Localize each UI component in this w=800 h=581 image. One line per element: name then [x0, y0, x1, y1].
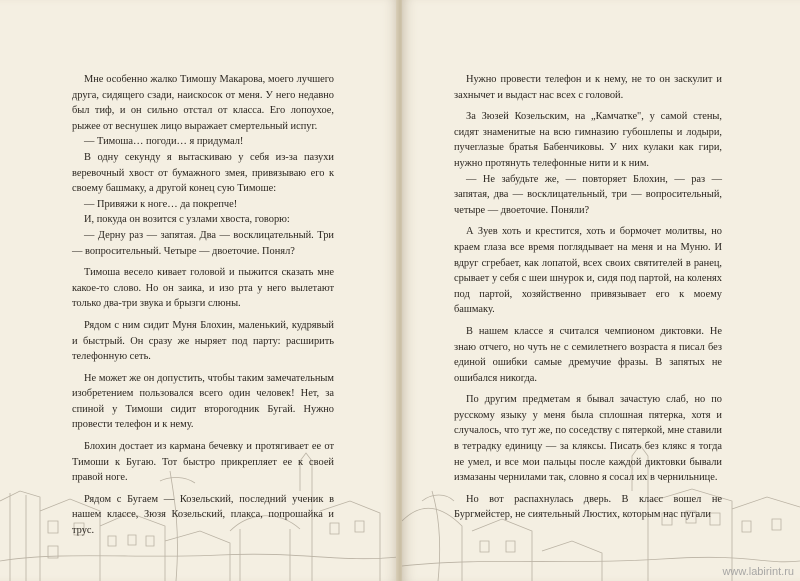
paragraph: За Зюзей Козельским, на „Камчатке", у самой стены, сидят знаменитые на всю гимназию губошлепы и лодыри, пучеглазые братья Бабенчиковы. У них кулаки как гири, нужно протянуть телефонные нити и к ним.	[454, 111, 722, 169]
left-page-text	[72, 72, 334, 539]
paragraph: Нужно провести телефон и к нему, не то он заскулит и захнычет и выдаст нас всех с головой.	[454, 74, 722, 101]
paragraph: Не может же он допустить, чтобы таким замечательным изобретением пользовался всего один человек! Нет, за спиной у Тимоши сидит второгодник Бугай. Нужно провести телефон и к нему.	[72, 372, 334, 431]
paragraph: Рядом с Бугаем — Козельский, последний ученик в нашем классе, Зюзя Козельский, плакса, попрошайка и трус.	[72, 493, 334, 537]
left-page	[0, 0, 398, 581]
paragraph: В одну секунду я вытаскиваю у себя из-за пазухи веревочный хвост от бумажного змея, привязываю его к своему башмаку, а другой конец сую Тимоше:	[72, 151, 334, 195]
paragraph: — Не забудьте же, — повторяет Блохин, — раз — запятая, два — восклицательный, три — вопросительный, четыре — двоеточие. Поняли?	[454, 173, 722, 216]
paragraph: А Зуев хоть и крестится, хоть и бормочет молитвы, но краем глаза все время поглядывает на меня и на Муню. И вдруг сгребает, как лопатой, всех своих святителей в ранец, срывает у себя с шеи шнурок и, сидя под партой, на коленях под партой, хозяйственно привязывает его к моему башмаку.	[454, 226, 722, 316]
right-page	[402, 0, 800, 581]
paragraph: По другим предметам я бывал зачастую слаб, но по русскому языку у меня была сплошная пятерка, хотя и случалось, что тут же, по соседству с пятеркой, мне ставили в тетрадку единицу — за кляксы. Писать без клякс я тогда не умел, и все мои пальцы после каждой диктовки бывали измазаны чернилами так, словно я сосал их в чернильнице.	[454, 394, 722, 484]
paragraph: Рядом с ним сидит Муня Блохин, маленький, кудрявый и быстрый. Он сразу же ныряет под парту: расширить телефонную сеть.	[72, 319, 334, 363]
paragraph: Тимоша весело кивает головой и пыжится сказать мне какое-то слово. Но он заика, и изо рта у него вылетают только два-три звука и брызги слюны.	[72, 267, 334, 310]
paragraph: Мне особенно жалко Тимошу Макарова, моего лучшего друга, сидящего сзади, наискосок от меня. У него недавно был тиф, и он сильно отстал от класса. Его лопоухое, рыжее от веснушек лицо выражает смертельный испуг.	[72, 74, 334, 132]
paragraph: — Привяжи к ноге… да покрепче!	[84, 198, 238, 210]
paragraph: И, покуда он возится с узлами хвоста, говорю:	[84, 214, 290, 226]
right-page-text	[454, 72, 722, 523]
paragraph: — Дерну раз — запятая. Два — восклицательный. Три — вопросительный. Четыре — двоеточие. Понял?	[72, 229, 334, 257]
paragraph: Блохин достает из кармана бечевку и протягивает ее от Тимоши к Бугаю. Тот быстро прикрепляет ее к своей правой ноге.	[72, 441, 334, 484]
paragraph: В нашем классе я считался чемпионом диктовки. Не знаю отчего, но чуть не с семилетнего возраста я писал без единой ошибки самые дремучие фразы. В запятых не ошибался никогда.	[454, 325, 722, 384]
paragraph: Но вот распахнулась дверь. В класс вошел не Бургмейстер, не сиятельный Люстих, которым нас пугали	[454, 493, 722, 521]
watermark: www.labirint.ru	[722, 566, 794, 578]
paragraph: — Тимоша… погоди… я придумал!	[84, 136, 244, 148]
